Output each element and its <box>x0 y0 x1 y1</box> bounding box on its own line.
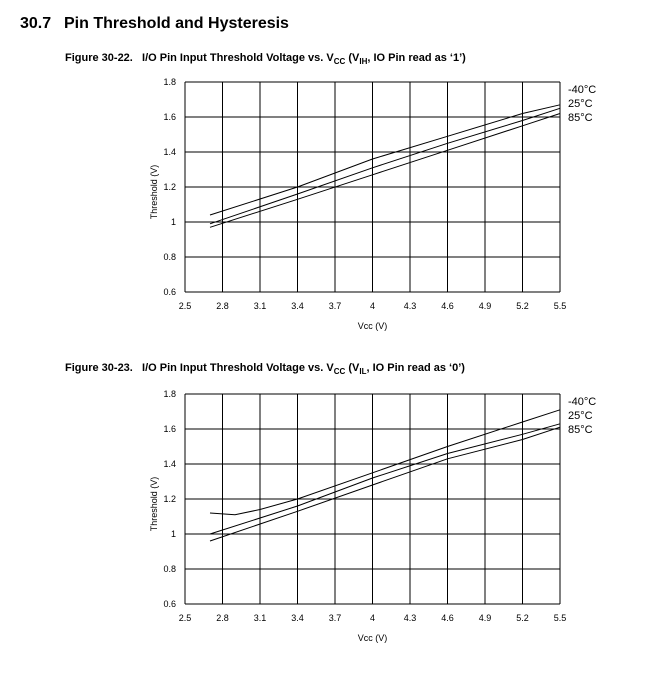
caption-sub: IH <box>359 57 368 67</box>
y-tick-label: 0.6 <box>163 287 176 297</box>
x-tick-label: 3.7 <box>328 301 342 311</box>
y-tick-label: 1.2 <box>163 182 176 192</box>
x-tick-label: 5.5 <box>553 301 567 311</box>
threshold-chart-vih <box>0 70 656 345</box>
series-line <box>210 424 560 534</box>
threshold-chart-vil <box>0 382 656 657</box>
section-heading <box>20 15 289 33</box>
caption-mid: (V <box>345 52 360 64</box>
x-tick-label: 4.3 <box>403 301 417 311</box>
x-tick-label: 3.7 <box>328 613 342 623</box>
x-axis-label: Vcc (V) <box>357 321 388 331</box>
series-line <box>210 108 560 224</box>
x-tick-label: 2.5 <box>178 301 192 311</box>
x-tick-label: 2.8 <box>216 613 229 623</box>
y-tick-label: 1.6 <box>163 112 176 122</box>
y-tick-label: 1.8 <box>163 77 176 87</box>
caption-sub: IL <box>359 367 367 377</box>
y-tick-label: 1.8 <box>163 389 176 399</box>
figure-caption <box>65 52 466 66</box>
caption-suffix: , IO Pin read as ‘0’) <box>366 362 465 374</box>
x-tick-label: 3.4 <box>291 613 304 623</box>
y-tick-label: 0.8 <box>163 564 176 574</box>
x-tick-label: 4.9 <box>478 613 492 623</box>
figure-label: Figure 30-22. <box>65 52 133 64</box>
series-label: 25°C <box>568 410 593 422</box>
x-tick-label: 5.2 <box>516 613 529 623</box>
y-axis-label: Threshold (V) <box>149 476 159 532</box>
series-line <box>210 427 560 541</box>
x-tick-label: 4.6 <box>441 613 454 623</box>
x-axis-label: Vcc (V) <box>357 633 388 643</box>
x-tick-label: 3.4 <box>291 301 304 311</box>
x-tick-label: 4 <box>369 301 376 311</box>
x-tick-label: 5.2 <box>516 301 529 311</box>
caption-mid: (V <box>345 362 360 374</box>
x-tick-label: 2.5 <box>178 613 192 623</box>
x-tick-label: 4.9 <box>478 301 492 311</box>
x-tick-label: 4.6 <box>441 301 454 311</box>
y-tick-label: 1 <box>170 217 176 227</box>
caption-sub: CC <box>333 367 346 377</box>
y-tick-label: 0.8 <box>163 252 176 262</box>
series-label: 25°C <box>568 98 593 110</box>
series-label: -40°C <box>568 396 597 408</box>
series-label: 85°C <box>568 112 593 124</box>
x-tick-label: 2.8 <box>216 301 229 311</box>
series-label: 85°C <box>568 424 593 436</box>
x-tick-label: 4.3 <box>403 613 417 623</box>
x-tick-label: 5.5 <box>553 613 567 623</box>
y-tick-label: 1.2 <box>163 494 176 504</box>
figure-caption <box>65 362 465 376</box>
y-axis-label: Threshold (V) <box>149 164 159 220</box>
y-tick-label: 0.6 <box>163 599 176 609</box>
y-tick-label: 1.4 <box>163 147 176 157</box>
y-tick-label: 1.4 <box>163 459 176 469</box>
x-tick-label: 3.1 <box>253 301 267 311</box>
x-tick-label: 3.1 <box>253 613 267 623</box>
series-line <box>210 114 560 228</box>
series-label: -40°C <box>568 84 597 96</box>
y-tick-label: 1 <box>170 529 176 539</box>
figure-label: Figure 30-23. <box>65 362 133 374</box>
caption-suffix: , IO Pin read as ‘1’) <box>367 52 466 64</box>
caption-sub: CC <box>333 57 346 67</box>
y-tick-label: 1.6 <box>163 424 176 434</box>
section-title: Pin Threshold and Hysteresis <box>64 15 289 32</box>
x-tick-label: 4 <box>369 613 376 623</box>
series-line <box>210 105 560 215</box>
section-number: 30.7 <box>20 15 52 32</box>
caption-prefix: I/O Pin Input Threshold Voltage vs. V <box>142 362 334 374</box>
caption-prefix: I/O Pin Input Threshold Voltage vs. V <box>142 52 334 64</box>
